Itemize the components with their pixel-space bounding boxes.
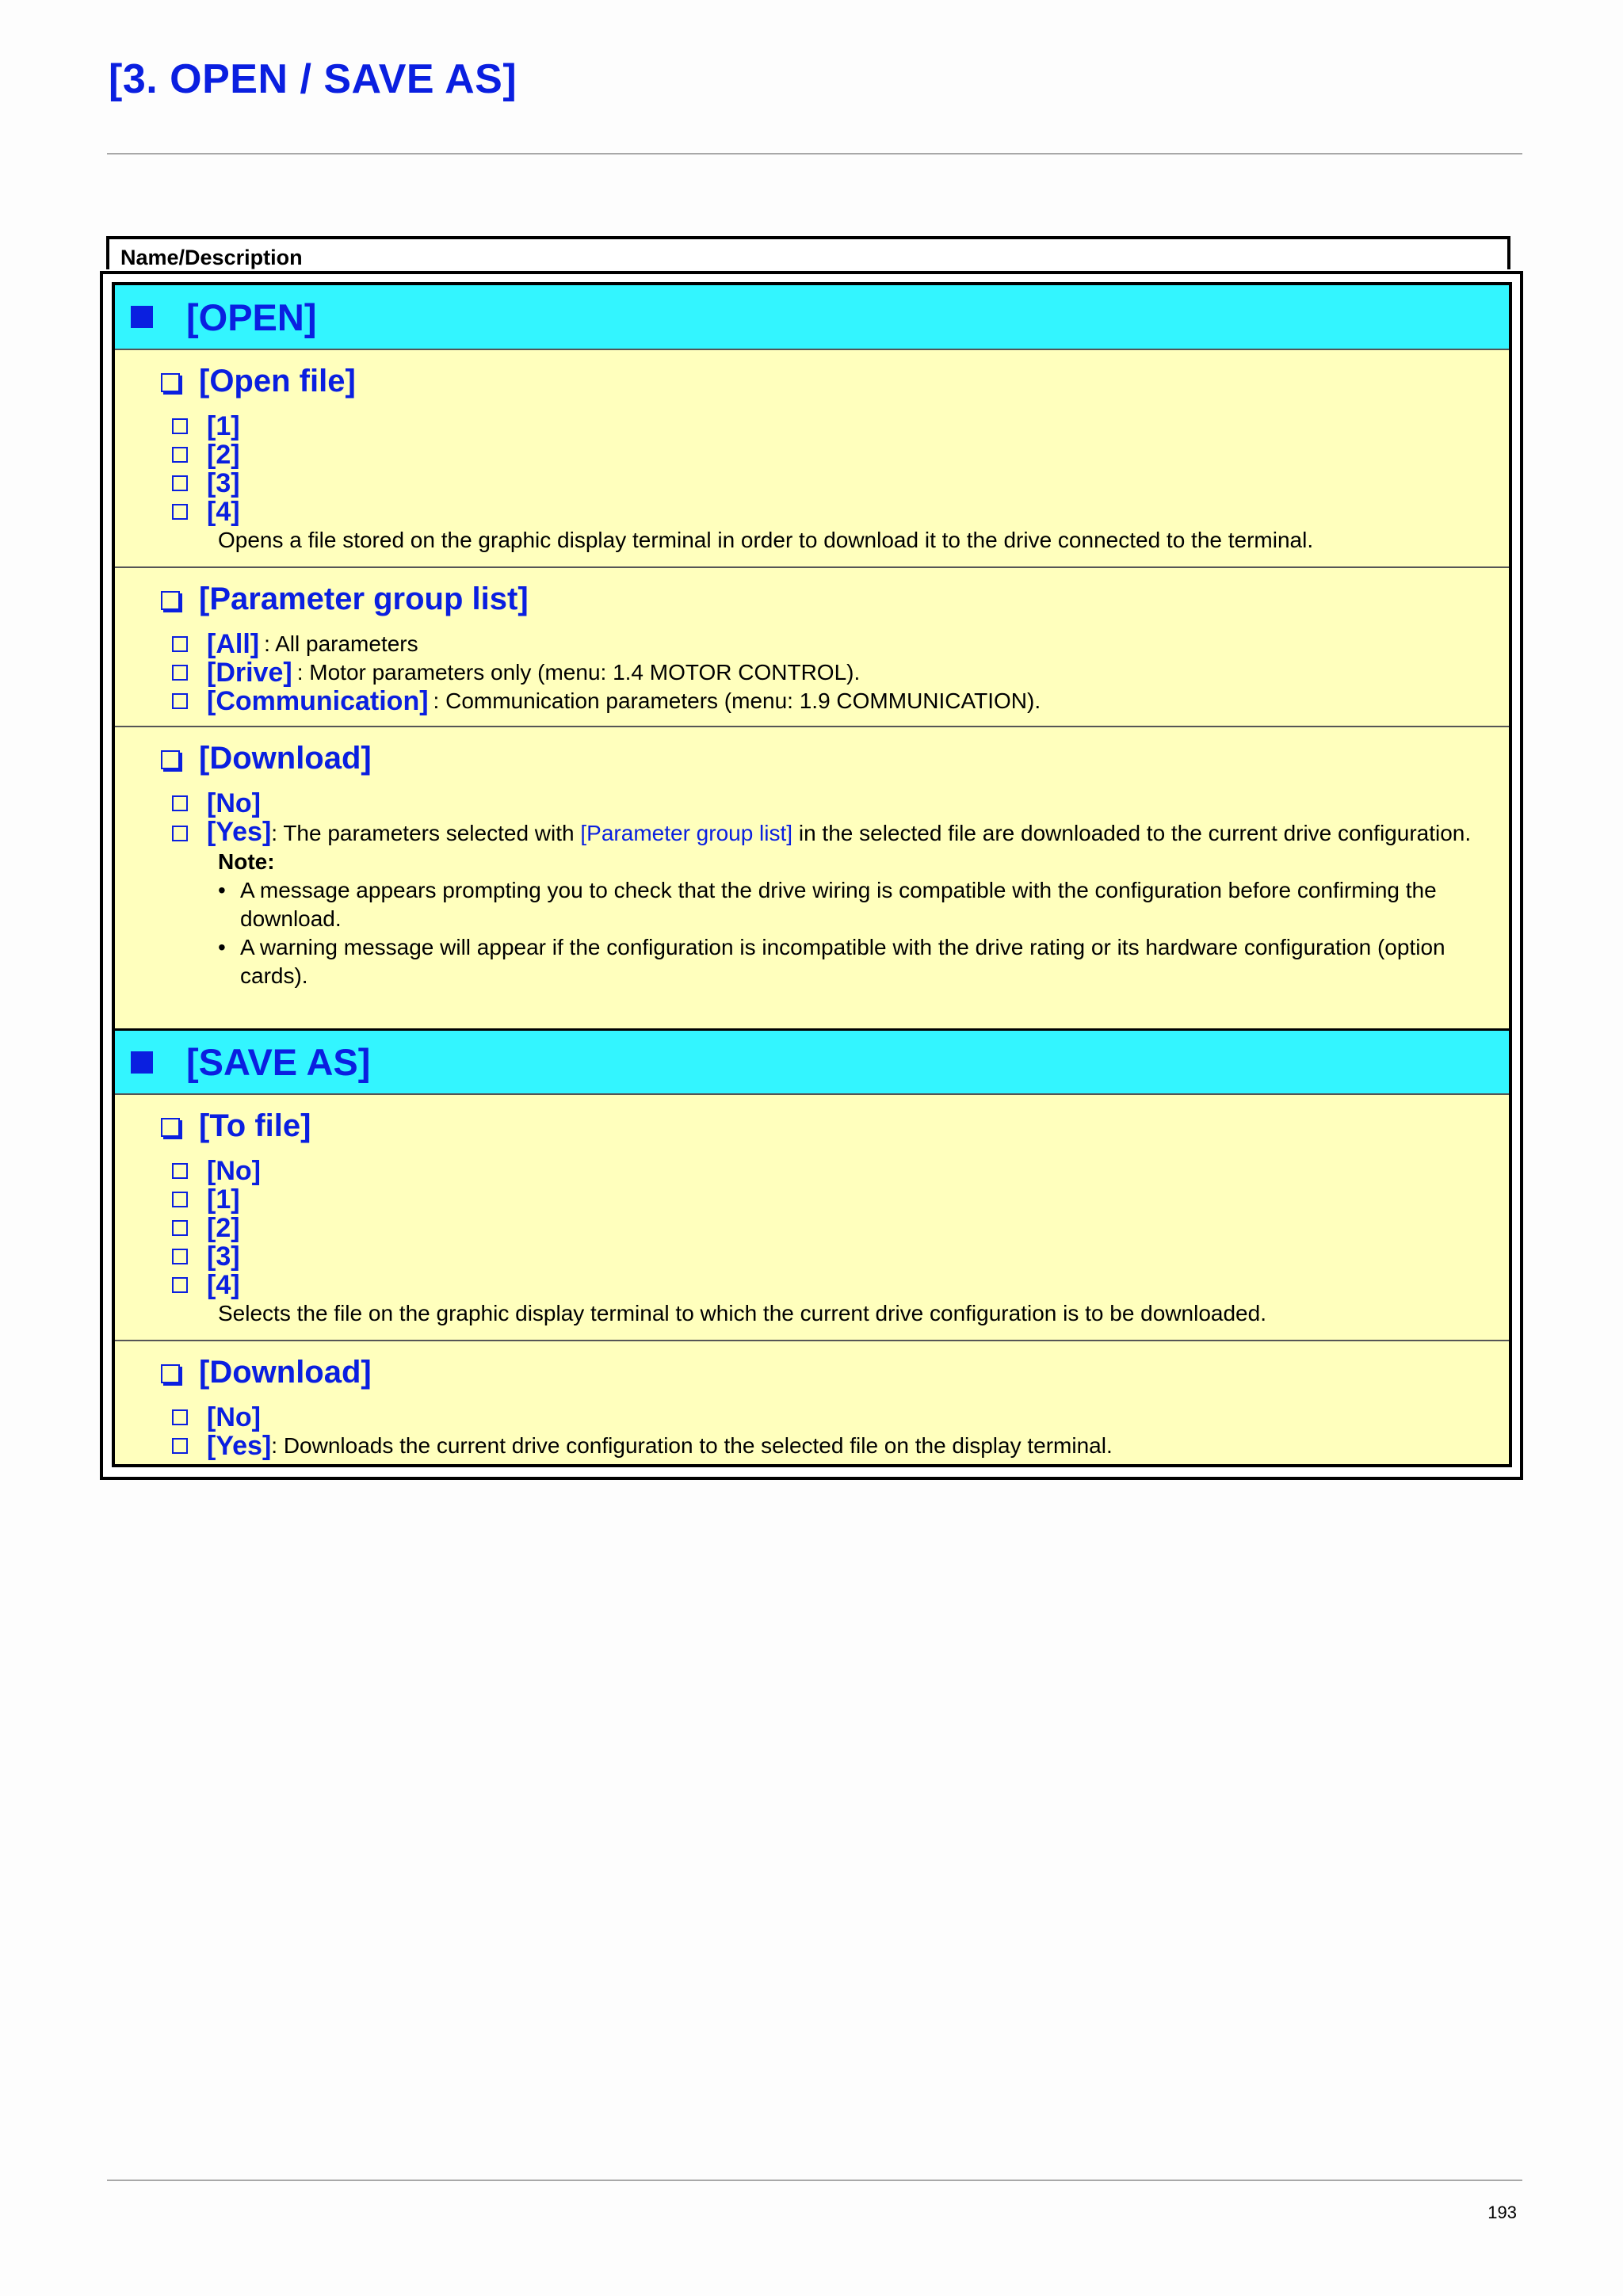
checkbox-icon xyxy=(172,1277,188,1293)
checkbox-icon xyxy=(172,1409,188,1425)
checkbox-icon xyxy=(172,475,188,491)
submenu-parameter-group-list xyxy=(115,568,1509,727)
option-item: [1] xyxy=(172,412,1490,441)
checkbox-icon xyxy=(172,795,188,811)
checkbox-icon xyxy=(172,665,188,681)
menu-save-as-header xyxy=(115,1028,1509,1095)
submenu-to-file xyxy=(115,1095,1509,1341)
page-title: [3. OPEN / SAVE AS] xyxy=(109,56,517,102)
shadow-box-icon xyxy=(161,1364,180,1383)
option-item: [1] xyxy=(172,1185,1490,1214)
shadow-box-icon xyxy=(161,373,180,392)
submenu-parameter-group-list-title: [Parameter group list] xyxy=(161,568,1490,630)
submenu-open-file-title: [Open file] xyxy=(161,350,1490,412)
checkbox-icon xyxy=(172,826,188,841)
option-item: [4] xyxy=(172,498,1490,526)
checkbox-icon xyxy=(172,693,188,709)
option-item: [Drive] : Motor parameters only (menu: 1.4 MOTOR CONTROL). xyxy=(172,658,1490,687)
option-item: [2] xyxy=(172,1214,1490,1242)
note-bullet: • A warning message will appear if the configuration is incompatible with the drive rating or its hardware configuration (option cards). xyxy=(218,935,1445,988)
option-item: [4] xyxy=(172,1271,1490,1299)
table-header: Name/Description xyxy=(106,236,1510,269)
top-rule xyxy=(107,153,1522,154)
bottom-rule xyxy=(107,2180,1522,2181)
option-item: [3] xyxy=(172,1242,1490,1271)
option-item: [2] xyxy=(172,441,1490,469)
checkbox-icon xyxy=(172,504,188,520)
submenu-open-download-title: [Download] xyxy=(161,727,1490,789)
checkbox-icon xyxy=(172,1220,188,1236)
checkbox-icon xyxy=(172,418,188,434)
option-item: [Yes] : Downloads the current drive configuration to the selected file on the display terminal. xyxy=(172,1432,1490,1460)
menu-open-header xyxy=(115,285,1509,350)
checkbox-icon xyxy=(172,1249,188,1264)
option-item: [3] xyxy=(172,469,1490,498)
option-item: [No] xyxy=(172,1157,1490,1185)
filled-square-icon xyxy=(131,1051,153,1074)
option-item: [Communication] : Communication parameters (menu: 1.9 COMMUNICATION). xyxy=(172,687,1490,715)
submenu-open-file xyxy=(115,350,1509,568)
checkbox-icon xyxy=(172,1192,188,1207)
option-item: [No] xyxy=(172,1403,1490,1432)
checkbox-icon xyxy=(172,1438,188,1454)
submenu-to-file-title: [To file] xyxy=(161,1095,1490,1157)
to-file-description: Selects the file on the graphic display terminal to which the current drive configuration is to be downloaded. xyxy=(218,1301,1266,1325)
checkbox-icon xyxy=(172,636,188,652)
checkbox-icon xyxy=(172,447,188,463)
option-item: [Yes]: The parameters selected with [Parameter group list] in the selected file are downloaded to the current drive configuration. xyxy=(172,818,1490,848)
open-file-description: Opens a file stored on the graphic display terminal in order to download it to the drive connected to the terminal. xyxy=(218,528,1314,552)
page-number: 193 xyxy=(1487,2203,1517,2222)
checkbox-icon xyxy=(172,1163,188,1179)
menu-save-as-title: [SAVE AS] xyxy=(186,1041,371,1083)
option-item: [All] : All parameters xyxy=(172,630,1490,658)
note-label: Note: xyxy=(218,849,275,874)
submenu-open-download xyxy=(115,727,1509,1028)
shadow-box-icon xyxy=(161,750,180,769)
menu-table xyxy=(112,282,1512,1467)
submenu-save-download xyxy=(115,1341,1509,1464)
menu-open-title: [OPEN] xyxy=(186,296,317,338)
submenu-save-download-title: [Download] xyxy=(161,1341,1490,1403)
shadow-box-icon xyxy=(161,591,180,610)
option-item: [No] xyxy=(172,789,1490,818)
filled-square-icon xyxy=(131,306,153,328)
shadow-box-icon xyxy=(161,1118,180,1137)
note-bullet: • A message appears prompting you to check that the drive wiring is compatible with the configuration before confirming the download. xyxy=(218,878,1437,931)
